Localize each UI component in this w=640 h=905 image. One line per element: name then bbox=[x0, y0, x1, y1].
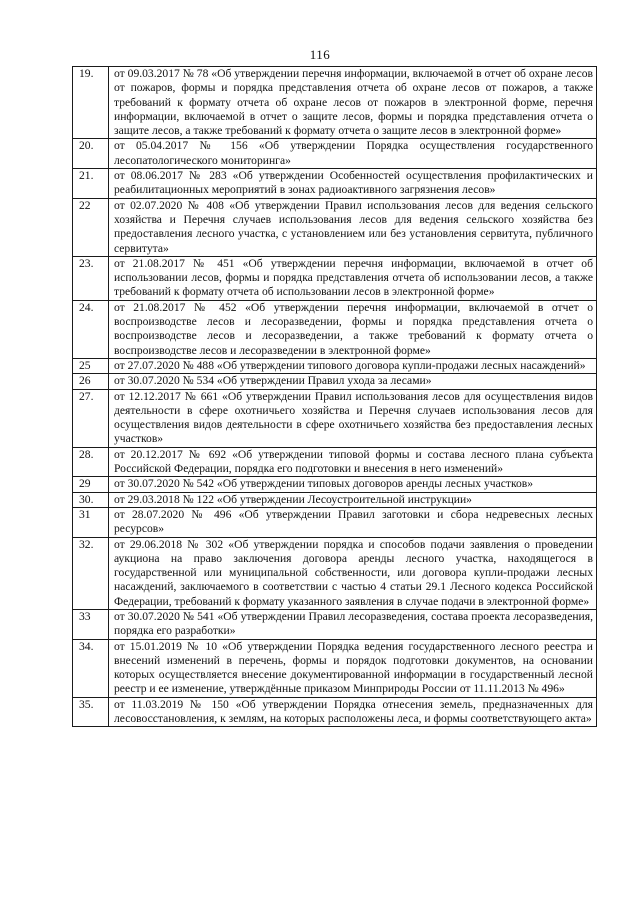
row-text: от 09.03.2017 № 78 «Об утверждении перечня информации, включаемой в отчет об охране лесов от пожаров, формы и порядка представления отчета об охране лесов от пожаров, а также требований к формату отчета об охране лесов от пожаров в электронной форме, перечня информации, включаемой в отчет о защите лесов, формы и порядка представления отчета о защите лесов, а также требований к формату отчета о защите лесов в электронной форме» bbox=[109, 67, 597, 139]
row-text: от 20.12.2017 № 692 «Об утверждении типовой формы и состава лесного плана субъекта Российской Федерации, порядка его подготовки и внесения в него изменений» bbox=[109, 447, 597, 477]
row-text: от 05.04.2017 № 156 «Об утверждении Порядка осуществления государственного лесопатологического мониторинга» bbox=[109, 139, 597, 169]
row-text: от 21.08.2017 № 452 «Об утверждении перечня информации, включаемой в отчет о воспроизводстве лесов и лесоразведении, формы и порядка представления отчета о воспроизводстве лесов и лесоразведении, а также требований к формату отчета о воспроизводстве лесов и лесоразведении в электронной форме» bbox=[109, 300, 597, 358]
row-number: 29 bbox=[73, 477, 109, 492]
row-number: 21. bbox=[73, 169, 109, 199]
row-number: 24. bbox=[73, 300, 109, 358]
row-number: 28. bbox=[73, 447, 109, 477]
row-text: от 21.08.2017 № 451 «Об утверждении перечня информации, включаемой в отчет об использовании лесов, формы и порядка представления отчета об использовании лесов, а также требований к формату отчета об использовании лесов в электронной форме» bbox=[109, 256, 597, 300]
row-number: 27. bbox=[73, 389, 109, 447]
table-row bbox=[73, 507, 597, 537]
table-row bbox=[73, 67, 597, 139]
row-number: 33 bbox=[73, 609, 109, 639]
row-number: 32. bbox=[73, 537, 109, 609]
row-number: 31 bbox=[73, 507, 109, 537]
table-row bbox=[73, 139, 597, 169]
table-row bbox=[73, 389, 597, 447]
table-row bbox=[73, 609, 597, 639]
row-number: 22 bbox=[73, 198, 109, 256]
row-text: от 27.07.2020 № 488 «Об утверждении типового договора купли-продажи лесных насаждений» bbox=[109, 358, 597, 373]
table-row bbox=[73, 169, 597, 199]
table-row bbox=[73, 537, 597, 609]
table-row bbox=[73, 492, 597, 507]
row-number: 26 bbox=[73, 374, 109, 389]
table-row bbox=[73, 374, 597, 389]
row-text: от 30.07.2020 № 534 «Об утверждении Правил ухода за лесами» bbox=[109, 374, 597, 389]
documents-table bbox=[72, 66, 597, 727]
table-row bbox=[73, 300, 597, 358]
row-number: 34. bbox=[73, 639, 109, 697]
row-number: 19. bbox=[73, 67, 109, 139]
row-text: от 08.06.2017 № 283 «Об утверждении Особенностей осуществления профилактических и реабилитационных мероприятий в зонах радиоактивного загрязнения лесов» bbox=[109, 169, 597, 199]
page-number: 116 bbox=[309, 47, 331, 62]
table-row bbox=[73, 358, 597, 373]
row-text: от 12.12.2017 № 661 «Об утверждении Правил использования лесов для осуществления видов деятельности в сфере охотничьего хозяйства и Перечня случаев использования лесов для осуществления видов деятельности в сфере охотничьего хозяйства без предоставления лесных участков» bbox=[109, 389, 597, 447]
table-row bbox=[73, 256, 597, 300]
row-number: 30. bbox=[73, 492, 109, 507]
row-text: от 30.07.2020 № 542 «Об утверждении типовых договоров аренды лесных участков» bbox=[109, 477, 597, 492]
row-text: от 02.07.2020 № 408 «Об утверждении Правил использования лесов для ведения сельского хозяйства и Перечня случаев использования лесов для ведения сельского хозяйства без предоставления лесного участка, с установлением или без установления сервитута, публичного сервитута» bbox=[109, 198, 597, 256]
row-number: 35. bbox=[73, 697, 109, 727]
table-row bbox=[73, 697, 597, 727]
documents-table-body bbox=[73, 67, 597, 727]
row-text: от 11.03.2019 № 150 «Об утверждении Порядка отнесения земель, предназначенных для лесовосстановления, к землям, на которых расположены леса, и формы соответствующего акта» bbox=[109, 697, 597, 727]
row-text: от 28.07.2020 № 496 «Об утверждении Правил заготовки и сбора недревесных лесных ресурсов» bbox=[109, 507, 597, 537]
row-text: от 15.01.2019 № 10 «Об утверждении Порядка ведения государственного лесного реестра и внесений изменений в перечень, формы и порядок подготовки документов, на основании которых осуществляется внесение документированной информации в государственный лесной реестр и ее изменение, утверждённые приказом Минприроды России от 11.11.2013 № 496» bbox=[109, 639, 597, 697]
table-row bbox=[73, 198, 597, 256]
table-row bbox=[73, 447, 597, 477]
table-row bbox=[73, 639, 597, 697]
row-number: 23. bbox=[73, 256, 109, 300]
row-text: от 30.07.2020 № 541 «Об утверждении Правил лесоразведения, состава проекта лесоразведения, порядка его разработки» bbox=[109, 609, 597, 639]
row-text: от 29.06.2018 № 302 «Об утверждении порядка и способов подачи заявления о проведении аукциона на право заключения договора аренды лесного участка, находящегося в государственной или муниципальной собственности, или договора купли-продажи лесных насаждений, заключаемого в соответствии с частью 4 статьи 29.1 Лесного кодекса Российской Федерации, требований к формату указанного заявления в случае подачи в электронной форме» bbox=[109, 537, 597, 609]
row-number: 25 bbox=[73, 358, 109, 373]
row-number: 20. bbox=[73, 139, 109, 169]
row-text: от 29.03.2018 № 122 «Об утверждении Лесоустроительной инструкции» bbox=[109, 492, 597, 507]
table-row bbox=[73, 477, 597, 492]
